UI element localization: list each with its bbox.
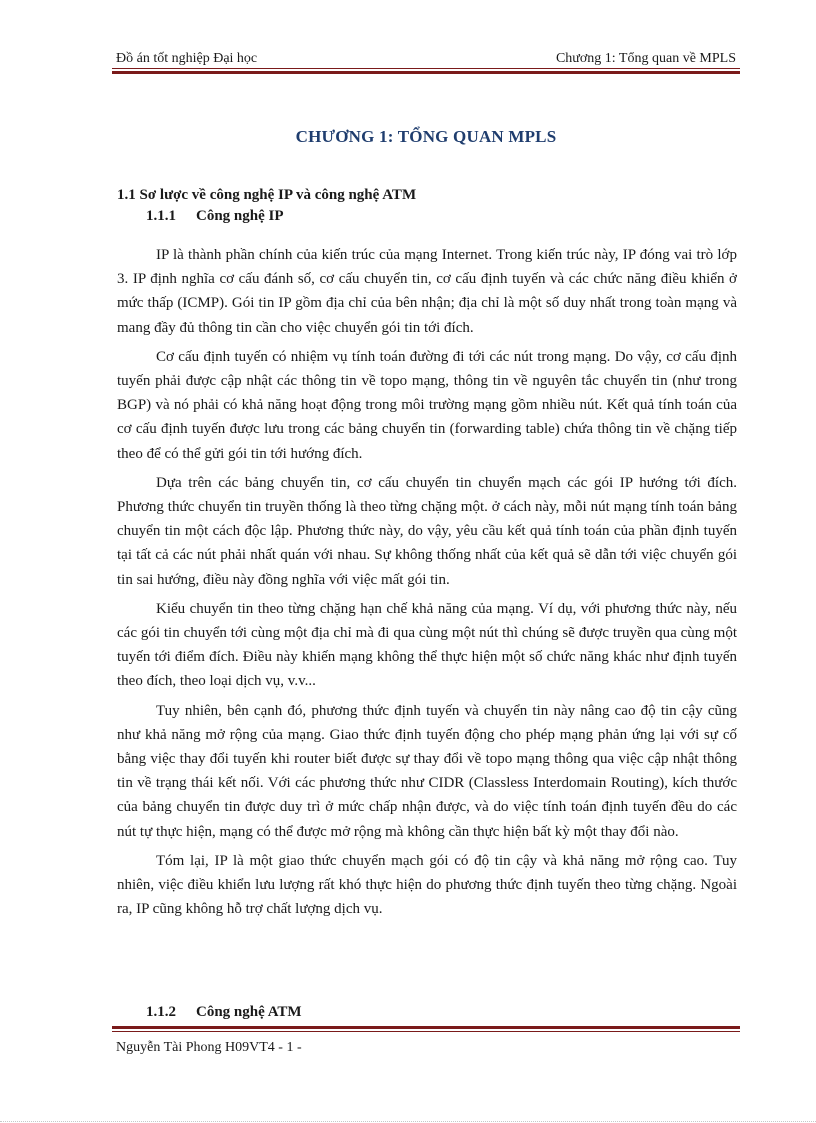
footer-rule-thick: [112, 1026, 740, 1029]
header-rule-thick: [112, 71, 740, 74]
body-text: [117, 243, 737, 926]
subsection-title: Công nghệ IP: [196, 208, 284, 224]
paragraph: Kiểu chuyển tin theo từng chặng hạn chế khả năng của mạng. Ví dụ, với phương thức này, nếu các gói tin chuyển tới cùng một địa chỉ mà đi qua cùng một nút thì chúng sẽ được truyền qua cùng một tuyến tới điểm đích. Điều này khiến mạng không thể thực hiện một số chức năng khác như định tuyến theo đích, theo loại dịch vụ, v.v...: [117, 600, 737, 690]
chapter-title: CHƯƠNG 1: TỔNG QUAN MPLS: [295, 127, 557, 146]
page-bottom-dotted-line: [0, 1121, 816, 1122]
header-document-title: Đồ án tốt nghiệp Đại học: [116, 51, 258, 66]
header-chapter-title: Chương 1: Tổng quan về MPLS: [555, 51, 736, 66]
subsection-number: 1.1.1: [146, 208, 176, 224]
section-heading: 1.1 Sơ lược về công nghệ IP và công nghệ ATM: [117, 187, 417, 203]
paragraph: Tuy nhiên, bên cạnh đó, phương thức định tuyến và chuyển tin này nâng cao độ tin cậy cũng như khả năng mở rộng của mạng. Giao thức định tuyến động cho phép mạng phản ứng lại với sự cố bằng việc thay đổi tuyến khi router biết được sự thay đổi về topo mạng thông qua việc cập nhật thông tin về trạng thái kết nối. Với các phương thức như CIDR (Classless Interdomain Routing), kích thước của bảng chuyển tin được duy trì ở mức chấp nhận được, và do việc tính toán định tuyến đều do các nút tự thực hiện, mạng có thể được mở rộng mà không cần thực hiện bất kỳ một thay đổi nào.: [117, 702, 737, 840]
footer-author-page: Nguyễn Tài Phong H09VT4 - 1 -: [116, 1040, 302, 1055]
paragraph: Tóm lại, IP là một giao thức chuyển mạch gói có độ tin cậy và khả năng mở rộng cao. Tuy nhiên, việc điều khiển lưu lượng rất khó thực hiện do phương thức định tuyến theo từng chặng. Ngoài ra, IP cũng không hỗ trợ chất lượng dịch vụ.: [117, 852, 737, 918]
paragraph: Dựa trên các bảng chuyển tin, cơ cấu chuyển tin chuyển mạch các gói IP hướng tới đích. Phương thức chuyển tin truyền thống là theo từng chặng một. ở cách này, mỗi nút mạng tính toán bảng chuyển tin một cách độc lập. Phương thức này, do vậy, yêu cầu kết quả tính toán của phần định tuyến tại tất cả các nút phải nhất quán với nhau. Sự không thống nhất của kết quả sẽ dẫn tới việc chuyển gói tin sai hướng, điều này đồng nghĩa với việc mất gói tin.: [117, 474, 737, 588]
paragraph: Cơ cấu định tuyến có nhiệm vụ tính toán đường đi tới các nút trong mạng. Do vậy, cơ cấu định tuyến phải được cập nhật các thông tin về topo mạng, thông tin về nguyên tắc chuyển tin (như trong BGP) và nó phải có khả năng hoạt động trong môi trường mạng gồm nhiều nút. Kết quả tính toán của cơ cấu định tuyến được lưu trong các bảng chuyển tin (forwarding table) chứa thông tin về chặng tiếp theo để có thể gửi gói tin tới hướng đích.: [117, 348, 737, 462]
subsection-title: Công nghệ ATM: [196, 1004, 302, 1020]
paragraph: IP là thành phần chính của kiến trúc của mạng Internet. Trong kiến trúc này, IP đóng vai trò lớp 3. IP định nghĩa cơ cấu đánh số, cơ cấu chuyển tin, cơ cấu định tuyến và các chức năng điều khiển ở mức thấp (ICMP). Gói tin IP gồm địa chỉ của bên nhận; địa chỉ là một số duy nhất trong toàn mạng và mang đầy đủ thông tin cần cho việc chuyển gói tin tới đích.: [117, 247, 737, 336]
header-rule-thin: [112, 68, 740, 69]
subsection-number: 1.1.2: [146, 1004, 176, 1020]
footer-rule-thin: [112, 1031, 740, 1032]
